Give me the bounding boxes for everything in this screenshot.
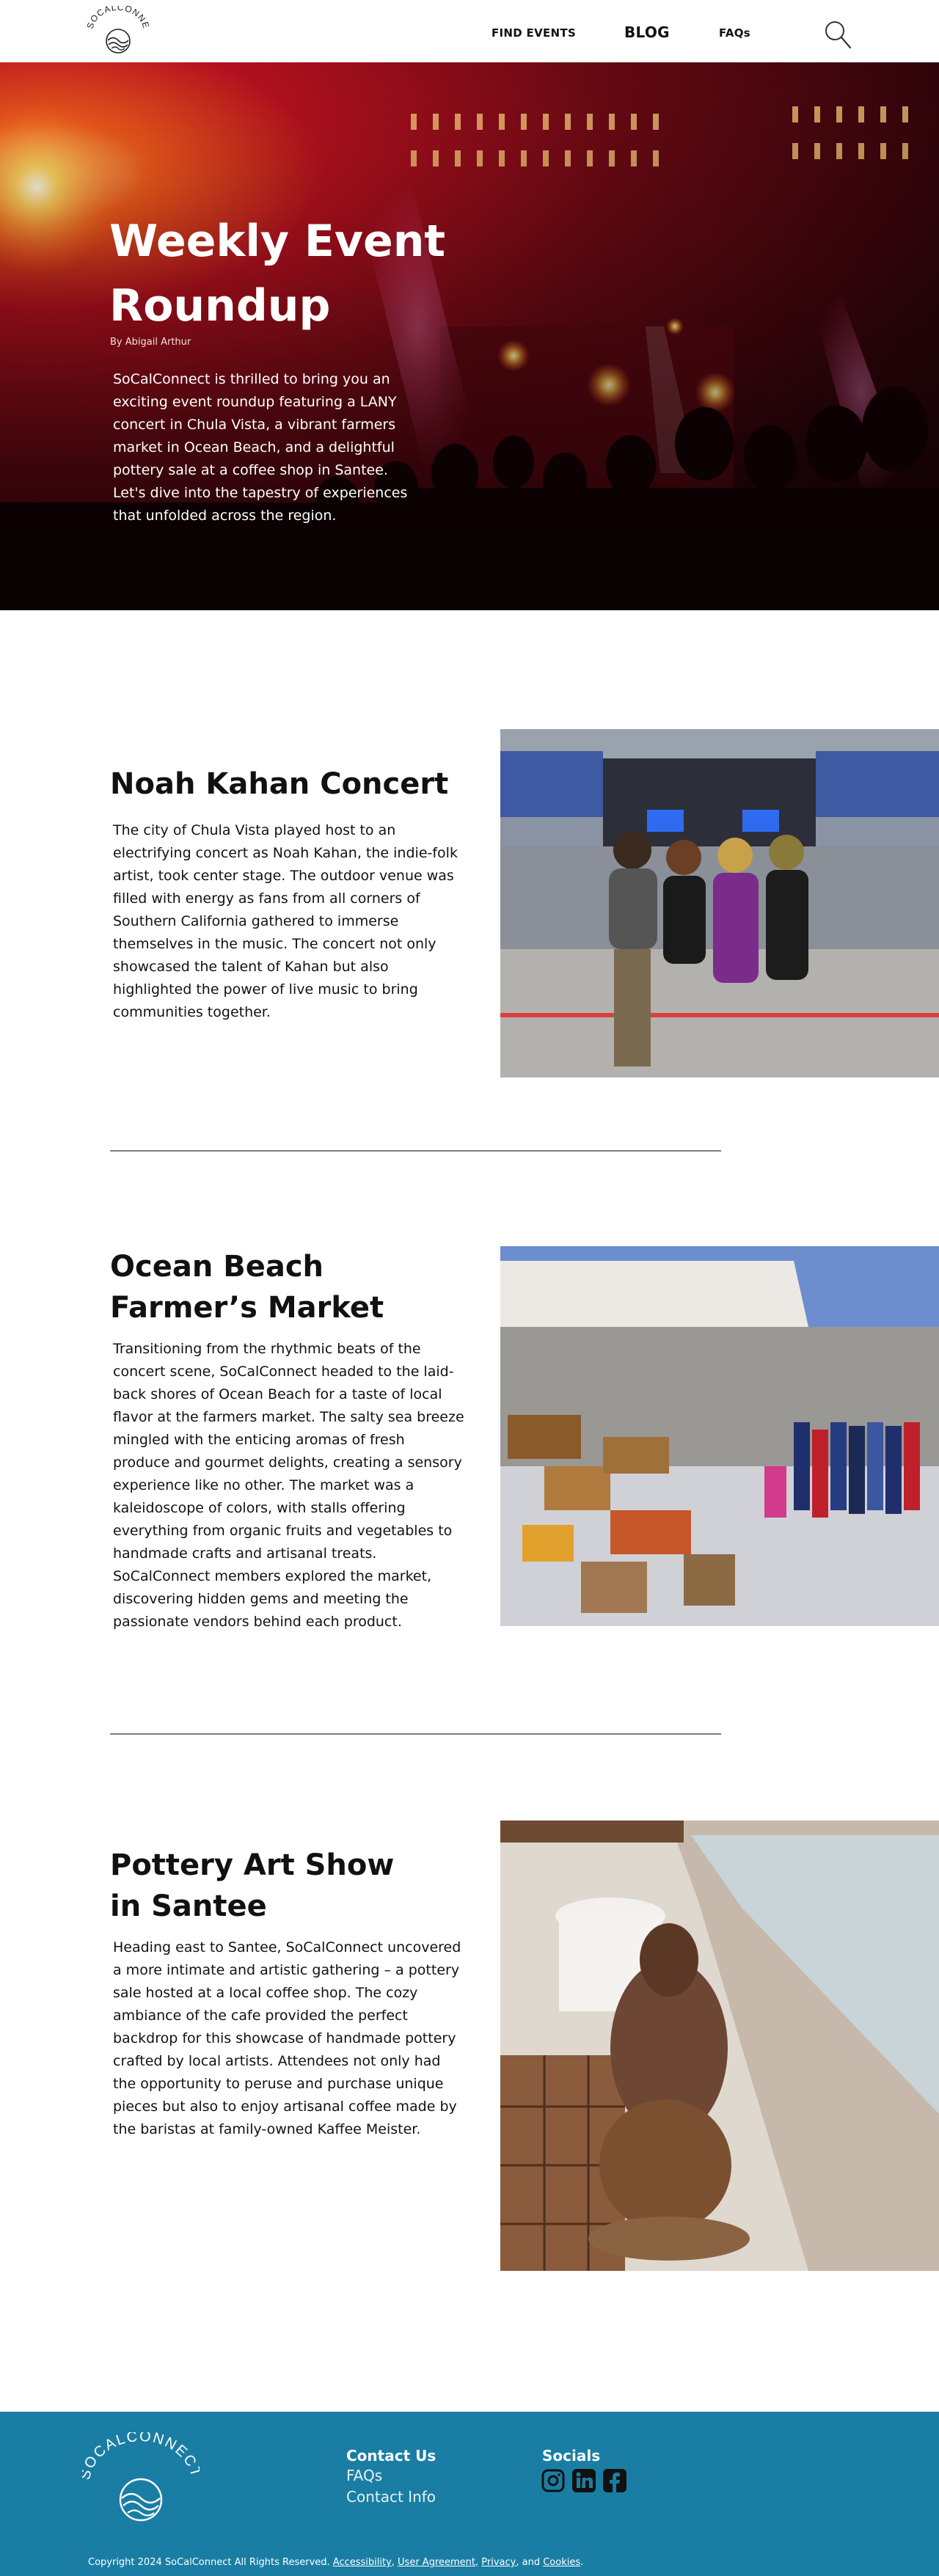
site-footer [0,2412,939,2576]
and-text: , and [516,2557,541,2568]
intro-paragraph: SoCalConnect is thrilled to bring you an exciting event roundup featuring a LANY concert in Chula Vista, a vibrant farmers market in Ocean Beach, and a delightful pottery sale at a coffee shop in Santee. Let's dive into the tapestry of experiences that unfolded across the region. [113,371,408,524]
copyright-notice: Copyright 2024 SoCalConnect All Rights Reserved. Accessibility, User Agreement, Privacy, and Cookies. [88,2557,584,2568]
copyright-text: Copyright 2024 SoCalConnect All Rights Reserved. [88,2557,330,2568]
nav-blog[interactable]: BLOG [624,23,670,41]
article-body: The city of Chula Vista played host to an electrifying concert as Noah Kahan, the indie-folk artist, took center stage. The outdoor venue was filled with energy as fans from all corners of Southern California gathered to immerse themselves in the music. The concert not only showcased the talent of Kahan but also highlighted the power of live music to bring communities together. [113,822,458,1020]
nav-find-events[interactable]: FIND EVENTS [492,26,577,40]
farmers-market-photo [500,1246,939,1626]
farmers-market-photo-illustration [500,1246,939,1626]
instagram-icon[interactable] [541,2468,566,2493]
search-icon [823,19,852,50]
concert-photo-illustration [500,729,939,1077]
page-title-line1: Weekly Event [109,216,446,267]
section-divider [110,1733,721,1735]
article-title-line1: Pottery Art Show [110,1848,395,1882]
linkedin-icon[interactable] [571,2468,596,2493]
svg-text:SOCALCONNECT: OCALCONNEC [82,2432,200,2472]
pottery-photo [500,1821,939,2271]
article-title-line1: Ocean Beach [110,1250,324,1284]
article-title [110,1845,394,1927]
logo-link[interactable] [85,6,151,57]
concert-photo [500,729,939,1077]
privacy-link[interactable]: Privacy [481,2557,516,2568]
socials-heading: Socials [542,2447,601,2465]
article-title-line2: Farmer’s Market [110,1291,384,1325]
footer-contact-info-link[interactable]: Contact Info [346,2488,436,2506]
user-agreement-link[interactable]: User Agreement [398,2557,476,2568]
socalconnect-logo-icon [82,2432,200,2528]
article-title-line2: in Santee [110,1889,267,1923]
pottery-photo-illustration [500,1821,939,2271]
footer-faqs-link[interactable]: FAQs [346,2467,383,2484]
article-title [110,1246,384,1328]
site-header [0,0,939,62]
article-body: Transitioning from the rhythmic beats of the concert scene, SoCalConnect headed to the laid-back shores of Ocean Beach for a taste of local flavor at the farmers market. The salty sea breeze mingled with the enticing aromas of fresh produce and gourmet delights, creating a sensory experience like no other. The market was a kaleidoscope of colors, with stalls offering everything from organic fruits and vegetables to handmade crafts and artisanal treats. SoCalConnect members explored the market, discovering hidden gems and meeting the passionate vendors behind each product. [113,1341,464,1630]
svg-text:SOCALCONNECT: SOCALCONNE [85,6,151,30]
author-byline: By Abigail Arthur [110,337,191,348]
search-button[interactable] [823,19,852,50]
hero-banner [0,62,939,610]
page-title [109,209,491,338]
footer-logo-link[interactable] [82,2432,200,2528]
contact-us-heading: Contact Us [346,2447,436,2465]
socalconnect-logo-icon [85,6,151,57]
period-text: . [580,2557,584,2568]
facebook-icon[interactable] [602,2468,627,2493]
article-title [110,764,448,805]
page-title-line2: Roundup [109,280,331,332]
cookies-link[interactable]: Cookies [543,2557,581,2568]
article-title-line1: Noah Kahan Concert [110,767,449,801]
section-divider [110,1150,721,1152]
nav-faqs[interactable]: FAQs [719,26,751,40]
article-body: Heading east to Santee, SoCalConnect uncovered a more intimate and artistic gathering – a pottery sale hosted at a local coffee shop. The cozy ambiance of the cafe provided the perfect backdrop for this showcase of handmade pottery crafted by local artists. Attendees not only had the opportunity to peruse and purchase unique pieces but also to enjoy artisanal coffee made by the baristas at family-owned Kaffee Meister. [113,1939,461,2137]
accessibility-link[interactable]: Accessibility [332,2557,392,2568]
